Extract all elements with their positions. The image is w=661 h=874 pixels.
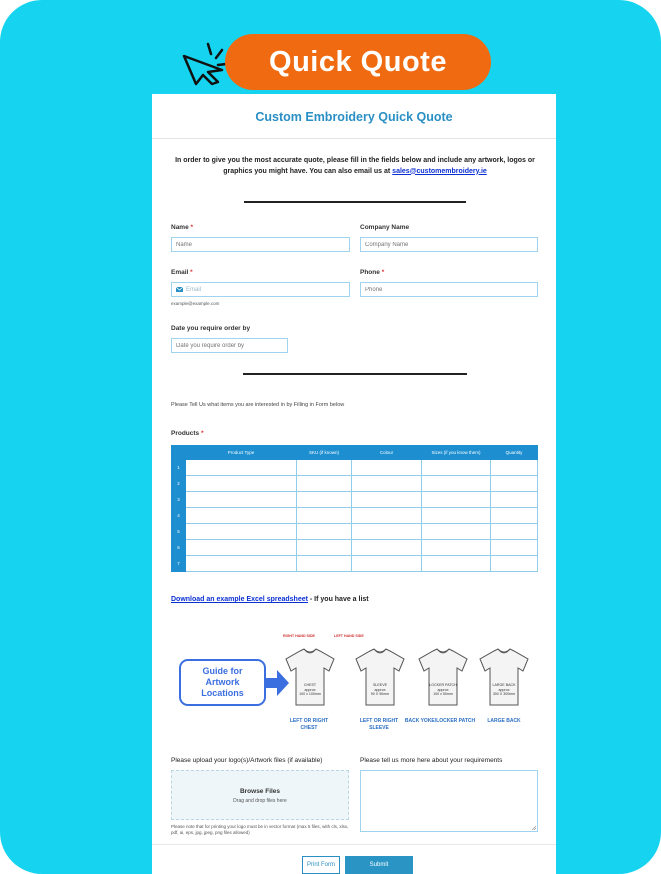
upload-label: Please upload your logo(s)/Artwork files (if available) — [171, 757, 323, 764]
shirt-dimension-text — [360, 683, 400, 697]
row-number: 6 — [172, 540, 186, 556]
shirt-illustration-icon — [352, 647, 408, 707]
row-number: 5 — [172, 524, 186, 540]
column-header: Colour — [352, 446, 422, 460]
table-cell-input[interactable] — [491, 524, 538, 540]
guide-line-3: Locations — [201, 688, 244, 698]
submit-button[interactable]: Submit — [345, 856, 413, 874]
shirt-caption-line: CHEST — [300, 724, 318, 731]
left-hand-side-label: LEFT HAND SIDE — [334, 634, 364, 638]
name-input[interactable] — [171, 237, 350, 252]
shirt-dimension-text — [484, 683, 524, 697]
table-cell-input[interactable] — [186, 524, 297, 540]
table-cell-input[interactable] — [352, 492, 422, 508]
table-cell-input[interactable] — [491, 540, 538, 556]
shirt-dimension-line: approx — [374, 687, 386, 692]
column-header: Quantity — [491, 446, 538, 460]
table-row — [172, 524, 538, 540]
table-row — [172, 540, 538, 556]
table-cell-input[interactable] — [422, 460, 491, 476]
table-cell-input[interactable] — [422, 492, 491, 508]
title-divider — [152, 138, 556, 139]
table-cell-input[interactable] — [352, 524, 422, 540]
artwork-guide-box — [179, 659, 266, 706]
table-cell-input[interactable] — [186, 540, 297, 556]
row-number: 7 — [172, 556, 186, 572]
requirements-label: Please tell us more here about your requirements — [360, 757, 503, 764]
quote-form — [152, 94, 556, 874]
print-form-button[interactable]: Print Form — [302, 856, 340, 874]
shirt-dimension-line: 100 x 50mm — [433, 692, 453, 697]
table-cell-input[interactable] — [297, 460, 352, 476]
table-cell-input[interactable] — [422, 524, 491, 540]
table-row — [172, 508, 538, 524]
phone-label — [360, 269, 384, 276]
table-cell-input[interactable] — [491, 460, 538, 476]
intro-text — [170, 156, 540, 177]
table-cell-input[interactable] — [491, 508, 538, 524]
table-cell-input[interactable] — [186, 556, 297, 572]
table-cell-input[interactable] — [297, 476, 352, 492]
email-input[interactable] — [171, 282, 350, 297]
upload-note: Please note that for printing your logo must be in vector format (max 5 files, with cls, xlsx, pdf, ai, eps, jpg, jpeg, png files allowed) — [171, 824, 349, 835]
quick-quote-badge: Quick Quote — [225, 34, 491, 90]
guide-line-1: Guide for — [202, 666, 243, 676]
table-cell-input[interactable] — [352, 556, 422, 572]
date-label: Date you require order by — [171, 325, 251, 332]
download-line — [171, 596, 369, 603]
shirt-illustration-icon — [476, 647, 532, 707]
resize-grip-icon[interactable] — [531, 825, 536, 830]
phone-required-mark: * — [381, 269, 385, 276]
shirt-dimension-line: approx — [498, 687, 510, 692]
footer-divider — [152, 844, 556, 845]
shirt-dimension-line: 300 X 300mm — [492, 692, 516, 697]
shirt-dimension-line: LOCKER PATCH — [429, 683, 457, 687]
table-cell-input[interactable] — [297, 492, 352, 508]
company-input[interactable] — [360, 237, 538, 252]
column-header: Sizes (if you know them) — [422, 446, 491, 460]
table-cell-input[interactable] — [352, 476, 422, 492]
name-required-mark: * — [190, 224, 194, 231]
table-cell-input[interactable] — [352, 460, 422, 476]
email-label-text: Email — [171, 269, 189, 276]
row-number: 4 — [172, 508, 186, 524]
section-divider — [244, 201, 466, 203]
shirt-illustration-icon — [415, 647, 471, 707]
shirt-caption — [273, 718, 345, 731]
shirt-dimension-line: approx — [304, 687, 316, 692]
column-header: SKU (if known) — [297, 446, 352, 460]
table-cell-input[interactable] — [186, 508, 297, 524]
download-spreadsheet-link[interactable]: Download an example Excel spreadsheet — [171, 596, 308, 603]
shirt-dimension-text — [423, 683, 463, 697]
shirt-caption — [468, 718, 540, 725]
date-input[interactable] — [171, 338, 288, 353]
shirt-caption-line: BACK YOKE/LOCKER PATCH — [404, 718, 476, 724]
form-title: Custom Embroidery Quick Quote — [255, 110, 453, 124]
email-placeholder: Email — [186, 286, 202, 293]
products-required-mark: * — [200, 430, 204, 437]
table-row — [172, 460, 538, 476]
products-table — [171, 445, 538, 572]
shirt-caption-line: LEFT OR RIGHT — [289, 718, 329, 724]
intro-body: In order to give you the most accurate quote, please fill in the fields below and include any artwork, logos or graphics you might have. You can also email us at — [175, 157, 535, 175]
table-cell-input[interactable] — [352, 508, 422, 524]
phone-label-text: Phone — [360, 269, 380, 276]
products-header-row — [172, 446, 538, 460]
download-suffix: - If you have a list — [307, 596, 369, 603]
browse-files-label: Browse Files — [239, 788, 281, 795]
guide-line-2: Artwork — [205, 677, 240, 687]
table-cell-input[interactable] — [297, 540, 352, 556]
table-cell-input[interactable] — [491, 492, 538, 508]
company-label: Company Name — [360, 224, 410, 231]
products-table-body — [172, 460, 538, 572]
table-row — [172, 556, 538, 572]
shirt-dimension-line: 100 x 100mm — [299, 692, 321, 697]
column-header: Product Type — [186, 446, 297, 460]
file-upload-dropzone[interactable] — [171, 770, 349, 820]
shirt-dimension-line: LARGE BACK — [492, 683, 516, 687]
name-label-text: Name — [171, 224, 189, 231]
table-cell-input[interactable] — [186, 476, 297, 492]
email-label — [171, 269, 193, 276]
table-cell-input[interactable] — [422, 540, 491, 556]
table-cell-input[interactable] — [491, 476, 538, 492]
shirt-caption-line: LEFT OR RIGHT — [359, 718, 399, 724]
table-cell-input[interactable] — [422, 508, 491, 524]
email-hint: example@example.com — [171, 301, 220, 306]
table-corner — [172, 446, 186, 460]
table-row — [172, 476, 538, 492]
row-number: 3 — [172, 492, 186, 508]
table-cell-input[interactable] — [491, 556, 538, 572]
shirt-dimension-line: 90 X 90mm — [370, 692, 390, 697]
shirt-dimension-line: approx — [437, 687, 449, 692]
shirt-caption-line: LARGE BACK — [487, 718, 521, 724]
drag-drop-label: Drag and drop files here — [233, 798, 287, 804]
products-label-text: Products — [171, 430, 200, 437]
row-number: 2 — [172, 476, 186, 492]
table-cell-input[interactable] — [352, 540, 422, 556]
shirt-illustration-icon — [282, 647, 338, 707]
requirements-textarea[interactable] — [360, 770, 538, 832]
products-label — [171, 430, 204, 437]
products-note: Please Tell Us what items you are interested in by Filling in Form below — [171, 402, 345, 408]
table-row — [172, 492, 538, 508]
table-cell-input[interactable] — [297, 524, 352, 540]
row-number: 1 — [172, 460, 186, 476]
table-cell-input[interactable] — [186, 492, 297, 508]
email-required-mark: * — [190, 269, 193, 276]
table-cell-input[interactable] — [297, 508, 352, 524]
envelope-icon — [176, 287, 183, 292]
table-cell-input[interactable] — [422, 556, 491, 572]
shirt-dimension-line: CHEST — [303, 683, 317, 687]
section-divider-2 — [243, 373, 467, 375]
shirt-dimension-line: SLEEVE — [373, 683, 387, 687]
table-cell-input[interactable] — [297, 556, 352, 572]
phone-input[interactable] — [360, 282, 538, 297]
name-label — [171, 224, 193, 231]
shirt-dimension-text — [290, 683, 330, 697]
sales-email-link[interactable]: sales@customembroidery.ie — [392, 167, 487, 175]
table-cell-input[interactable] — [186, 460, 297, 476]
shirt-caption-line: SLEEVE — [369, 724, 389, 731]
shirt-caption — [404, 718, 476, 725]
table-cell-input[interactable] — [422, 476, 491, 492]
right-hand-side-label: RIGHT HAND SIDE — [283, 634, 315, 638]
